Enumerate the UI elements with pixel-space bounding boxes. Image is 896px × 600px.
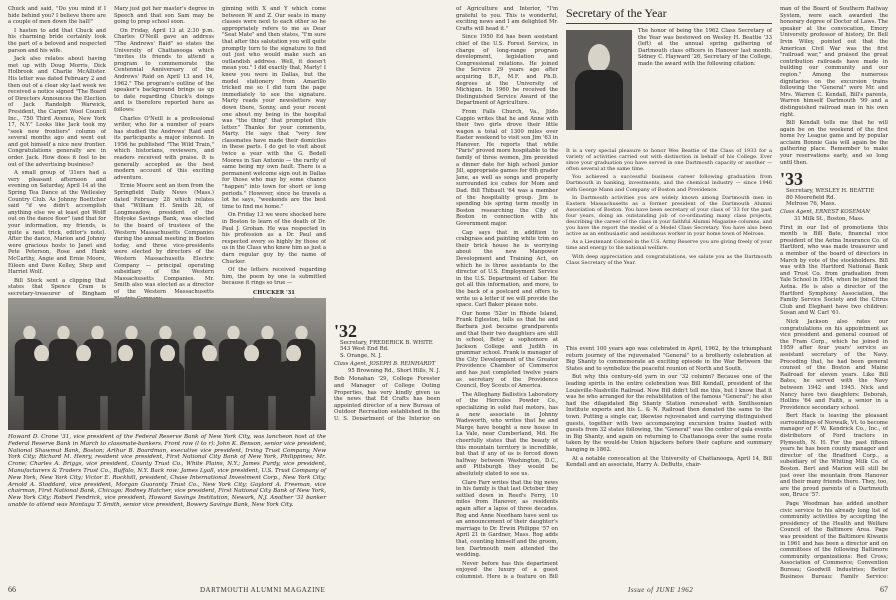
class-32-address-1: 543 West End Rd. [340,346,389,353]
class-33-secretary-line: Secretary, WESLEY H. BEATTIE [786,188,875,195]
paragraph: But why this century-old yarn in our '32 column? Because one of the leading spirits in the entire celebration was Bill Kendall, president of the Louisville-Nashville Railroad. Now Bill didn't tell me this, but I know that it was he who arranged for the rehabilitation of the famous "General"; he also had the dilapidated Big Shanty Station renovated with Smithsonian Institute experts and his L. & N. Railroad then donated the same to the town. Putting a single car, likewise rejuvenated and carrying distinguished guests, together with two accompanying excursion trains loaded with guests from 32 states following, the "General" was the center of gala events in Big Shanty, and again on returning to Chattanooga over the same route taken by the would-be Union hijackers before their capture and summary hanging in 1862. [566,374,772,453]
right-column-2b [566,346,772,578]
photo-person [150,345,185,430]
class-33-secretary [786,188,874,207]
paragraph: I hasten to add that Chuck and his charming bride certainly look the part of a beloved and respected parson and his wife. [8,27,106,54]
paragraph: Charles O'Neill is a professional writer, who for a number of years has studied the Andrews' Raid and its participants a major interest. In 1956 he published "The Wild Train," which historians, reviewers, and readers received with praise. It is generally accepted as the best modern account of this exciting adventure. [114,115,214,181]
class-33-address-2: Melrose 76, Mass. [786,201,837,208]
paragraph: Bill Steck sent a clipping that states that Spence Cram is secretary-treasurer of Bingham [8,277,106,297]
class-32-header [334,322,440,359]
bankers-group-photo [8,298,326,430]
class-33-agent-address: 31 Milk St., Boston, Mass. [794,216,865,223]
paragraph: Bob Monahan '29, College Forester and Manager of College Outing Properties, has very kindly given us the news that Ed Crafts has been appointed director of a new Bureau of Outdoor Recreation established in the U. S. Department of the Interior on [334,376,440,420]
photo-person [66,345,101,430]
page-number-left: 66 [8,585,16,594]
right-column-3b-text [780,225,888,578]
paragraph: On Friday, April 13 at 2:30 p.m. Charles O'Neill gave an address "The Andrews' Raid" so states the University of Chattanooga which "invites its friends to attend a program to commemorate the Centennial Anniversary of the Andrews' Raid on April 13 and 14, 1962." The program's outline of the speaker's background brings us up to date regarding Chuck's doings and is therefore reported here as follows: [114,27,214,113]
running-title-right: Issue of JUNE 1962 [628,586,694,594]
paragraph: First in our list of promotions this month is Bill Bate, financial vice president of the Aetna Insurance Co. of Hartford, who was made treasurer and a member of the board of directors in March by vote of the stockholders. Bill was with the Hartford National Bank and Trust Co. from graduation from Yale School in 1954, when he joined the Aetna. He is also a director of the Hartford Symphony Association, the Family Service Society and the Citrus Club and Elephant have two children: Susan and W. Carl '61. [780,224,888,317]
paragraph: man of the Board of Southern Railway System, were each awarded the honorary degree of Doctor of Laws. The speaker at the convocation, Emory University professor of history, Dr. Bell Irvin Wiley, pointed out that the American Civil War was the first "railroad war," and praised the great contribution railroads have made in building our community and our region." Among the numerous dignitaries on the excursion trains following the "General" were Mr. and Mrs. Warren C. Kendall, Bill's parents, Warren himself Dartmouth '99 and a distinguished railroad man in his own right. [780,6,888,118]
class-32-agent-address: 95 Browning Rd., Short Hills, N. J. [348,367,440,374]
paragraph: The Alleghany Ballistics Laboratory of the Hercules Powder Co., specializing in solid fuel motors, has a new associate in Johnny Wadsworth, who writes that he and Marge have bought a new house in La Vale, near Cumberland, Md. He cheerfully states that the beauty of this mountain territory is incredible, but that if any of us is forced down halfway between Washington, D.C., and Pittsburgh they would be absolutely elated to see us. [456,391,558,477]
photo-person [234,345,269,430]
award-announcement: The honor of being the 1962 Class Secretary of the Year was bestowed on Wesley H. Beattie '33 (left) at the annual spring gathering of Dartmouth class officers in Hanover last month. Sidney C. Hayward '26, Secretary of the College, made the award with the following citation: [638,28,772,67]
class-32-address-2: S. Orange, N. J. [340,352,382,359]
left-column-4-text [334,376,440,420]
photo-person [276,345,311,430]
citation-text [566,148,772,340]
citation-p4: As a Lieutenant Colonel in the U.S. Army Reserve you are giving freely of your time and energy to the national welfare. [566,239,772,252]
photo-person [24,345,59,430]
poem-title: CHUCKER '31 [253,289,295,296]
right-column-1 [456,6,558,578]
right-page [448,0,896,600]
class-32-secretary-line: Secretary, FREDERICK B. WHITE [340,340,433,346]
paragraph: Never before has this department enjoyed the luxury of a guest columnist. Here is a feature on Bill [456,560,558,578]
class-32-year: '32 [334,321,358,341]
citation-p5: With deep appreciation and congratulations, we salute you as the Dartmouth Class Secretary of the Year. [566,253,772,266]
paragraph: Clare Farr writes that the big news in his family is that last October they settled down in Reed's Ferry, 10 miles from Hanover, as residents again after a lapse of three decades. Rog and Anne Needham have sent us an announcement of their daughter's marriage to Dr. Erwin Philippe '57 on April 21 in Gardner, Mass. Rog adds that, counting himself and the groom, ten Dartmouth men attended the wedding. [456,479,558,559]
class-33-address-1: 80 Moorefield Rd. [786,194,836,201]
running-title-left: DARTMOUTH ALUMNI MAGAZINE [200,586,326,594]
paragraph: Jack also relates about having met up with Doug Morris, Dick Holbrook and Charlie McAllister. His letter was dated February 2 and then out of a clear sky last week we received a notice signed "The Board of Directors Announces the Election of Jack Randolph Warwick, President, the Carpet Wool Council Inc., 750 Third Avenue, New York 17, N.Y." Looks like Jack took my "seek new frontiers" column of several months ago and went out and got himself a nice new frontier. Congratulations generally are in order. Jack. How does it feel to be out of the advertising business? [8,56,106,168]
paragraph: This event 100 years ago was celebrated in April, 1962, by the triumphant return journey of the rejuvenated "General" to a brotherly celebration at Big Shanty to commemorate an exciting episode in the War Between the States and to symbolize the peaceful reunion of North and South. [566,346,772,372]
paragraph: A small group of '31ers had a very pleasant afternoon and evening on Saturday, April 14 at the Spring Tea Dance at the Wellesley Country Club. As Johnny Boettcher said "if we didn't accomplish anything else we at least got Wolff out on the dance floor" (and that for your information, my friends, is quite a neat trick, editor's note). After the dance, Marion and Johnny were gracious hosts to Janet and Pete Peterson, Rose and Hank McCarthy, Angie and Ernie Moore, Eileen and Dave Kelley, Shep and Harriet Wolf. [8,170,106,276]
paragraph: At a notable convocation at the University of Chattanooga, April 14, Bill Kendall and an associate, Harry A. DeButts, chair- [566,455,772,469]
secretary-of-year-text [638,28,772,148]
paragraph: ginning with X and Y which come between W and Z. Our seats in many classes were next to each other so he appropriately refers to me as Dear "Seat Mate" and then states, "I'm sure that after this salutation you will quite promptly turn to the signature to find out just who would make such an outlandish address. Well, it doesn't mean you." I did exactly that, Marty! I knew you were in Dallas, but the model stationery from Amarillo tricked me so I did turn the page immediately to see the signature. Marty reads your newsletters way down there, Sonny, and your recent one about my being in the hospital was "the thing" that prompted this letter." Thanks for your comments, Marty. He says that "very few classmates have made their domiciles in these parts. I do get to visit about twice a year with the G. Bedell Moores in San Antonio — the rarity of same being my own fault. There is a permanent welcome sign out in Dallas for those who may by some chance "happen" into town for short or long periods." However, since he travels a lot he says, "weekends are the best time to find me home." [222,6,326,210]
paragraph: Of the letters received regarding him, the poem by one is submitted because it rings so true — [222,267,326,287]
paragraph: From Falls Church, Va., Jildo Cappio writes that he and Anne with their two girls drove their little wagon a total of 1300 miles over Easter weekend to visit son Jim '63 in Hanover. He reports that while "Paris" proved more hospitable to the family of three women, Jim provided a dinner date for high school junior Jill, appropriate games for 6th grader Jane, as well as songs and properly surrounded ice cubes for Mom and Dad. Bill Thibault '64 was a member of the hospitality group. Jim is spending his spring term mostly in Boston researching the City of Boston in connection with his Government major. [456,108,558,227]
paragraph: Mary just got her master's degree in Speech and that son Sam may be going to prep school soon. [114,6,214,26]
paragraph: Since 1950 Ed has been assistant chief of the U.S. Forest Service, in charge of long-range program development, legislation and Congressional relations. He joined the Service 29 years ago after acquiring B.F., M.F. and Ph.D. degrees at the University of Michigan. In 1960 he received the Distinguished Service Award of the Department of Agriculture. [456,34,558,107]
photo-person [192,345,227,430]
class-32-secretary [340,340,433,359]
paragraph: of Agriculture and Interior, "I'm grateful to you. This is wonderful, exciting news and I am delighted Mr. Crafts will head it." [456,6,558,32]
section-title: Secretary of the Year [566,6,772,24]
right-column-3 [780,6,888,578]
photo-caption: Howard D. Crone '31, vice president of the Federal Reserve Bank of New York City, was luncheon host at the Federal Reserve Bank in March to classmate-bankers. Front row (l to r): John K. Benson, senior vice president, National Shawmut Bank, Boston; Arthur B. Boardman, executive vice president, Irving Trust Company, New York City; Richard M. Henry, resident vice president, First National City Bank of New York, Philippines; Mr. Crone; Charles A. Briggs, vice president, County Trust Co., White Plains, N.Y.; James Purdy, vice president, Manufacturers & Traders Trust Co., Buffalo, N.Y. Back row: James Lyall, vice president, U.S. Trust Company of New York, New York City; Victor E. Rockhill, president, Chase International Investment Corp., New York City; Arnold A. Stoddard, vice president, Morgan Guaranty Trust Co., New York City; Gaylord A. Freeman, vice chairman, First National Bank, Chicago; Rodney Hatcher, vice president, First National City Bank of New York, New York City; Robert Fendrick, vice president, Howard Savings Institution, Newark, N.J. Another '31 banker unable to attend was Montagu T. Smith, senior vice president, Bowery Savings Bank, New York City. [8,434,326,508]
citation-p3: In Dartmouth activities you are widely known among Dartmouth men in Eastern Massachusetts as a former president of the Dartmouth Alumni Association of Boston. You have been secretary of your class of '33 for the past four years, doing an outstanding job of co-ordinating many class projects, describing the career of the class in your faithful Alumni Magazine columns, and you have the report the model of a Model Class Secretary. You have also been active as an enthusiastic and assiduous worker in your home town of Melrose. [566,194,772,238]
left-column-3-text [222,6,326,287]
class-33-header [780,170,888,207]
paragraph: Bert Hack is leaving the pleasant surroundings of Norwalk, Vt. to become manager of F. W. Kendrick Co., Inc., of distributors of Ford tractors in Plymouth, N. H. For the past fifteen years he has been county manager and director of the Bradford Corp., a subsidiary of the Whiting Milk Co. of Boston. Bert and Marion will still be just over the mountain from Hanover and their many friends there. They, too, are the proud parents of a Dartmouth son, Bruce '57. [780,413,888,499]
class-32-agent: Class Agent, JOSEPH B. REINHARDT [334,361,436,368]
paragraph: Bill Kendall tells me that he will again be on the weekend of the first home Ivy League game and by popular acclaim Bonnie Gaia will again be the gathering place. Remember to make your reservations early, and so long until then. [780,120,888,166]
beattie-portrait-photo [566,30,632,130]
paragraph: On Friday 13 we were shocked here in Boston to learn of the death of Dr. Paul J. Grohan. He was respected in his profession as a Dr. Paul and respected every so highly by those of us in the Class who knew him as just a darn regular guy by the name of Chucker. [222,212,326,265]
paragraph: Cap says that in addition to crabgrass and painting white trim on their brick house he is worrying about the new Manpower Development and Training Act, on which he is three assistants to the director of U.S. Employment Service in the U.S. Department of Labor. He got all this information, and more, to the back of a postcard and offers to write us a letter if we will provide the space. Carl Baker please note. [456,229,558,309]
citation-p2: You achieved a successful business career following graduation from Dartmouth in banking, investments, and the chemical industry — since 1946 with George Mann and Company of Boston and Providence. [566,174,772,193]
right-column-3-text [780,6,888,166]
class-33-agent: Class Agent, ERNEST KOSEMAN [780,209,871,216]
photo-person [108,345,143,430]
paragraph: Nick Jackson also rates our congratulations on his appointment as vice president and general counsel of the Fram Corp., which he joined in 1959 after four years' service as assistant secretary of the Navy. Preceding that, he had been general counsel of the Boston and Maine Railroad for eleven years. Like Bill Bates, he served with the Navy between 1942 and 1945. Nick and Nancy have two daughters: Deborah, Hollins '64 and Faith, a senior in a Providence secondary school. [780,318,888,411]
class-33-year: '33 [780,169,804,190]
page-number-right: 67 [880,585,888,594]
paragraph: Chuck and said, "Do you mind if I hide behind you? I believe there are a couple of men down the hall!" [8,6,106,26]
paragraph: Page Woodman has added another civic service to his already long list of community activities by accepting the presidency of the Health and Welfare Council of the Baltimore Area. Page was president of the Baltimore Kiwanis in 1961 and has been a director and on committees of the following Baltimore community organizations: Red Cross; Association of Commerce; Convention Bureau; Goodwill Industries; Better Business Bureau; Family Service; [780,501,888,578]
paragraph: Ernie Moore sent an item from the Springfield Daily News (Mass.) dated February 28 which relates that "William H. Smith 28, of Longmeadow, president of the Holyoke Savings Bank, was elected to the board of trustees of the Western Massachusetts Companies during the annual meeting in Boston today, and three vice-presidents were elected by directors of the Western Massachusetts Electric Company — principal operating subsidiary of the Western Massachusetts Companies. Mr. Smith also was elected as a director of the Western Massachusetts [114,183,214,295]
citation-p1: It is a very special pleasure to honor Wes Beattie of the Class of 1933 for a variety of activities carried out with distinction in behalf of his College. Ever since your graduation you have served in one Dartmouth capacity or another — often several at the same time. [566,148,772,173]
left-column-4 [334,6,440,420]
paragraph: Our home '52er in Rhode Island, Frank Egleston, tells us that he and Barbara just became grandparents and that their two daughters are still in school, Betsy a sophomore at Jackson College and Judith in grammar school. Frank is manager of the City Development of the Greater Providence Chamber of Commerce and has just completed twelve years as secretary of the Providence Council, Boy Scouts of America. [456,310,558,390]
